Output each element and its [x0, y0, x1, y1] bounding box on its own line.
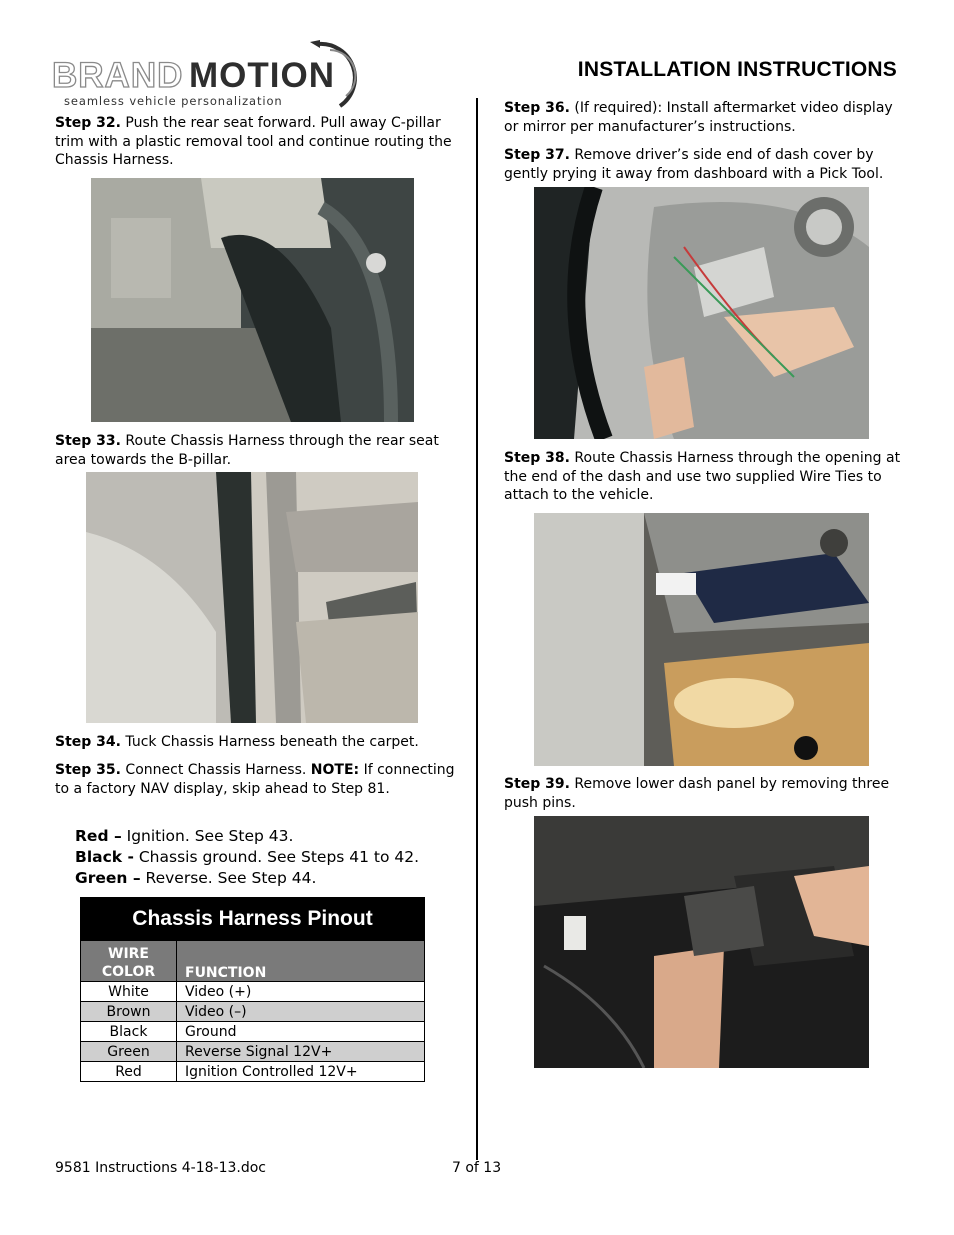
step-label: Step 34. — [55, 734, 121, 750]
cell-color: Green — [81, 1042, 177, 1062]
logo-tagline: seamless vehicle personalization — [64, 94, 283, 108]
step-text: Remove lower dash panel by removing three push pins. — [504, 776, 890, 811]
step-label: Step 38. — [504, 450, 570, 466]
step-33 — [55, 432, 455, 469]
step-text: Push the rear seat forward. Pull away C-pillar trim with a plastic removal tool and continue routing the Chassis Harness. — [55, 115, 452, 168]
wire-item-black — [75, 847, 419, 868]
photo-b-pillar-route — [86, 472, 418, 723]
wire-label: Red – — [75, 827, 122, 845]
pinout-title: Chassis Harness Pinout — [81, 898, 425, 941]
step-37 — [504, 146, 904, 183]
note-label: NOTE: — [310, 762, 360, 778]
step-label: Step 39. — [504, 776, 570, 792]
page-title: INSTALLATION INSTRUCTIONS — [577, 58, 897, 81]
step-35 — [55, 761, 455, 798]
table-row — [81, 1022, 425, 1042]
wire-list — [75, 826, 419, 889]
step-text: Connect Chassis Harness. — [120, 762, 311, 778]
photo-dash-cover-removal — [534, 187, 869, 439]
pinout-table — [80, 897, 425, 1082]
step-text: Tuck Chassis Harness beneath the carpet. — [120, 734, 419, 750]
column-divider — [476, 98, 478, 1160]
logo-motion-text: MOTION — [189, 56, 335, 95]
footer-page-number: 7 of 13 — [452, 1160, 502, 1176]
footer-document-name: 9581 Instructions 4-18-13.doc — [55, 1160, 266, 1176]
pinout-header-row — [81, 941, 425, 982]
pinout-title-row — [81, 898, 425, 941]
cell-function: Reverse Signal 12V+ — [177, 1042, 425, 1062]
header-wire-color — [81, 941, 177, 982]
step-label: Step 33. — [55, 433, 121, 449]
table-row — [81, 1002, 425, 1022]
step-label: Step 35. — [55, 762, 121, 778]
cell-color: White — [81, 982, 177, 1002]
step-label: Step 36. — [504, 100, 570, 116]
photo-rear-seat-c-pillar — [91, 178, 414, 422]
step-36 — [504, 99, 904, 136]
logo-brand-text: BRAND — [52, 56, 184, 95]
wire-label: Black - — [75, 848, 134, 866]
step-label: Step 32. — [55, 115, 121, 131]
note-text: If connecting to a factory NAV display, skip ahead to Step 81. — [55, 762, 455, 797]
logo-arc-icon — [310, 40, 366, 110]
cell-function: Ignition Controlled 12V+ — [177, 1062, 425, 1082]
table-row — [81, 1042, 425, 1062]
step-text: Route Chassis Harness through the opening at the end of the dash and use two supplied Wire Ties to attach to the vehicle. — [504, 450, 901, 503]
cell-function: Video (–) — [177, 1002, 425, 1022]
wire-item-red — [75, 826, 419, 847]
header-function: FUNCTION — [177, 941, 425, 982]
step-38 — [504, 449, 904, 505]
cell-function: Video (+) — [177, 982, 425, 1002]
step-32 — [55, 114, 455, 170]
step-text: (If required): Install aftermarket video display or mirror per manufacturer’s instructions. — [504, 100, 893, 135]
header-wire: WIRE — [108, 946, 149, 962]
wire-label: Green – — [75, 869, 141, 887]
photo-wire-ties — [534, 513, 869, 766]
header-color: COLOR — [101, 964, 156, 980]
wire-text: Reverse. See Step 44. — [140, 869, 317, 887]
cell-function: Ground — [177, 1022, 425, 1042]
step-39 — [504, 775, 904, 812]
table-row — [81, 982, 425, 1002]
step-text: Remove driver’s side end of dash cover by gently prying it away from dashboard with a Pick Tool. — [504, 147, 884, 182]
cell-color: Black — [81, 1022, 177, 1042]
photo-lower-dash-panel — [534, 816, 869, 1068]
cell-color: Red — [81, 1062, 177, 1082]
brandmotion-logo — [52, 40, 372, 110]
step-label: Step 37. — [504, 147, 570, 163]
cell-color: Brown — [81, 1002, 177, 1022]
step-text: Route Chassis Harness through the rear seat area towards the B-pillar. — [55, 433, 439, 468]
wire-text: Chassis ground. See Steps 41 to 42. — [133, 848, 420, 866]
table-row — [81, 1062, 425, 1082]
wire-text: Ignition. See Step 43. — [121, 827, 294, 845]
step-34 — [55, 733, 455, 752]
wire-item-green — [75, 868, 419, 889]
